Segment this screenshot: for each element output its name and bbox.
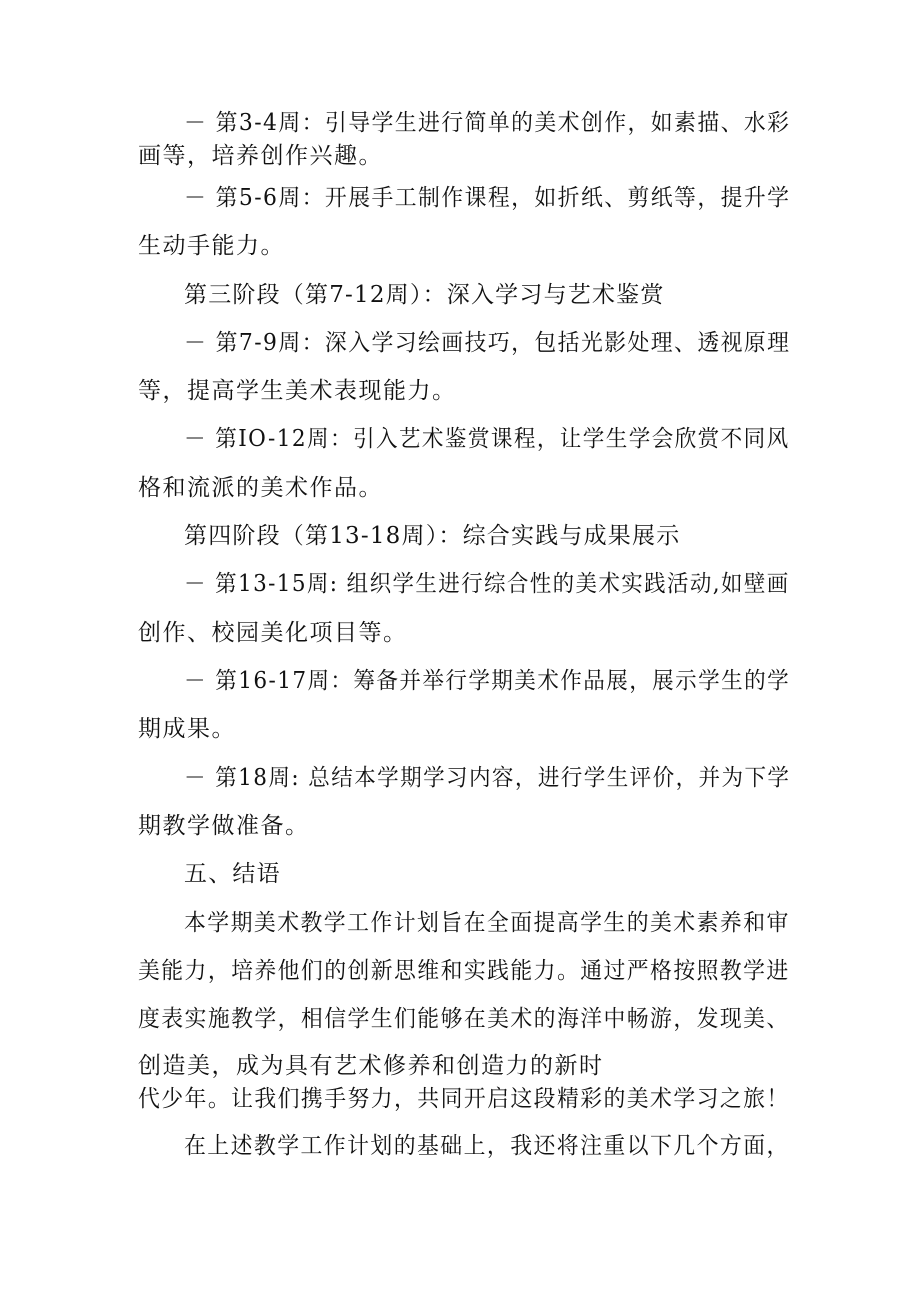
list-item-week-18: － 第18周: 总结本学期学习内容，进行学生评价，并为下学	[184, 765, 791, 791]
list-item-week-5-6-cont: 生动手能力。	[138, 233, 285, 259]
section-heading-stage-3: 第三阶段（第7-12周）：深入学习与艺术鉴赏	[184, 282, 665, 308]
section-heading-conclusion: 五、结语	[184, 861, 281, 887]
paragraph-conclusion-line-2: 美能力，培养他们的创新思维和实践能力。通过严格按照教学进	[138, 958, 790, 984]
list-item-week-10-12: － 第IO-12周：引入艺术鉴赏课程，让学生学会欣赏不同风	[184, 426, 790, 452]
list-item-week-5-6: － 第5-6周：开展手工制作课程，如折纸、剪纸等，提升学	[184, 185, 791, 211]
list-item-week-7-9-cont: 等，提高学生美术表现能力。	[138, 378, 457, 404]
list-item-week-18-cont: 期教学做准备。	[138, 813, 310, 839]
section-heading-stage-4: 第四阶段（第13-18周）：综合实践与成果展示	[184, 523, 681, 549]
paragraph-conclusion-line-1: 本学期美术教学工作计划旨在全面提高学生的美术素养和审	[184, 910, 790, 936]
list-item-week-13-15-cont: 创作、校园美化项目等。	[138, 620, 408, 646]
paragraph-next-line-1: 在上述教学工作计划的基础上，我还将注重以下几个方面，	[184, 1133, 790, 1159]
list-item-week-3-4: － 第3-4周：引导学生进行简单的美术创作，如素描、水彩	[184, 110, 791, 136]
list-item-week-10-12-cont: 格和流派的美术作品。	[138, 475, 383, 501]
list-item-week-7-9: － 第7-9周：深入学习绘画技巧，包括光影处理、透视原理	[184, 330, 791, 356]
paragraph-conclusion-line-4: 创造美，成为具有艺术修养和创造力的新时	[138, 1053, 604, 1079]
list-item-week-3-4-cont: 画等，培养创作兴趣。	[138, 143, 383, 169]
list-item-week-16-17: － 第16-17周：筹备并举行学期美术作品展，展示学生的学	[184, 668, 791, 694]
paragraph-conclusion-line-5: 代少年。让我们携手努力，共同开启这段精彩的美术学习之旅！	[138, 1086, 790, 1112]
list-item-week-13-15: － 第13-15周: 组织学生进行综合性的美术实践活动,如壁画	[184, 571, 790, 597]
paragraph-conclusion-line-3: 度表实施教学，相信学生们能够在美术的海洋中畅游，发现美、	[138, 1006, 790, 1032]
list-item-week-16-17-cont: 期成果。	[138, 716, 236, 742]
